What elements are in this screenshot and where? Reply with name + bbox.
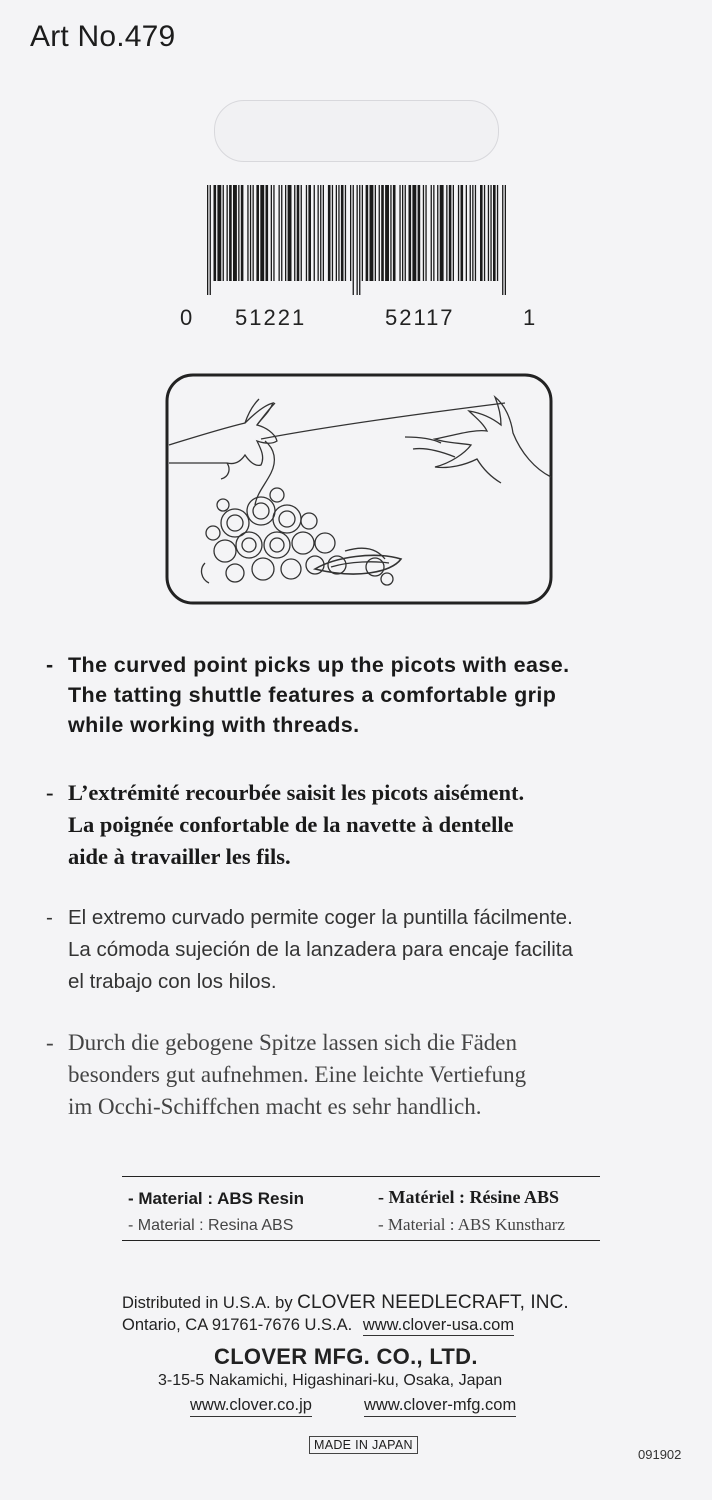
barcode-bar bbox=[353, 185, 354, 295]
barcode-bar bbox=[350, 185, 351, 281]
barcode-bar bbox=[385, 185, 389, 281]
barcode-bar bbox=[328, 185, 331, 281]
barcode-bar bbox=[338, 185, 339, 281]
made-in-badge: MADE IN JAPAN bbox=[309, 1436, 418, 1454]
barcode-bar bbox=[217, 185, 221, 281]
description-line: La cómoda sujeción de la lanzadera para encaje facilita bbox=[68, 938, 573, 961]
barcode-bar bbox=[449, 185, 452, 281]
barcode-bar bbox=[412, 185, 416, 281]
bullet-dash: - bbox=[46, 1030, 54, 1055]
hang-hole bbox=[214, 100, 499, 162]
barcode-bar bbox=[214, 185, 217, 281]
description-line: Durch die gebogene Spitze lassen sich die Fäden bbox=[68, 1030, 518, 1055]
barcode-bar bbox=[362, 185, 363, 281]
barcode-bar bbox=[480, 185, 483, 281]
description-line: besonders gut aufnehmen. Eine leichte Vertiefung bbox=[68, 1062, 527, 1087]
material-french: - Matériel : Résine ABS bbox=[378, 1187, 559, 1207]
barcode-bar bbox=[470, 185, 471, 281]
description-french bbox=[46, 777, 686, 873]
material-german: - Material : ABS Kunstharz bbox=[378, 1215, 565, 1234]
barcode-bar bbox=[247, 185, 248, 281]
barcode-bar bbox=[390, 185, 391, 281]
barcode-bar bbox=[423, 185, 424, 281]
barcode-bar bbox=[306, 185, 307, 281]
material-english: - Material : ABS Resin bbox=[128, 1189, 305, 1208]
barcode-bar bbox=[409, 185, 412, 281]
distributor-website-link[interactable]: www.clover-usa.com bbox=[362, 1316, 515, 1334]
barcode-bar bbox=[308, 185, 311, 281]
barcode-bar bbox=[402, 185, 403, 281]
barcode-bar bbox=[227, 185, 228, 281]
barcode-bar bbox=[446, 185, 447, 281]
barcode-bar bbox=[341, 185, 344, 281]
barcode-bar bbox=[484, 185, 485, 281]
barcode-bar bbox=[359, 185, 360, 295]
barcode-digit-left: 0 bbox=[180, 305, 193, 330]
description-english bbox=[46, 650, 686, 740]
barcode-bar bbox=[320, 185, 321, 281]
barcode-bar bbox=[279, 185, 280, 281]
barcode-bar bbox=[461, 185, 464, 281]
barcode-group-right: 52117 bbox=[385, 305, 455, 330]
description-german bbox=[46, 1027, 686, 1123]
divider-bottom bbox=[122, 1240, 600, 1241]
barcode-bar bbox=[381, 185, 384, 281]
barcode-bar bbox=[323, 185, 324, 281]
description-line: aide à travailler les fils. bbox=[68, 844, 291, 869]
distributor-address-line bbox=[122, 1316, 514, 1335]
barcode-bar bbox=[379, 185, 380, 281]
barcode-bar bbox=[466, 185, 467, 281]
barcode-bar bbox=[281, 185, 282, 281]
barcode-bar bbox=[399, 185, 400, 281]
barcode-bar bbox=[418, 185, 421, 281]
barcode-bar bbox=[375, 185, 376, 281]
barcode-bar bbox=[393, 185, 396, 281]
manufacturer-website-link-1[interactable]: www.clover.co.jp bbox=[190, 1396, 312, 1417]
distributor-name: CLOVER NEEDLECRAFT, INC. bbox=[297, 1292, 569, 1313]
barcode-bar bbox=[253, 185, 254, 281]
barcode-bar bbox=[288, 185, 292, 281]
barcode-bar bbox=[301, 185, 302, 281]
barcode-bar bbox=[241, 185, 244, 281]
barcode-bar bbox=[260, 185, 264, 281]
divider-top bbox=[122, 1176, 600, 1177]
description-line: The curved point picks up the picots with ease. bbox=[68, 653, 570, 677]
barcode-bar bbox=[505, 185, 506, 295]
distributor-prefix: Distributed in U.S.A. by bbox=[122, 1294, 293, 1312]
barcode-bar bbox=[425, 185, 426, 281]
description-line: while working with threads. bbox=[68, 713, 360, 737]
distributor-line bbox=[122, 1292, 569, 1314]
barcode-bar bbox=[490, 185, 491, 281]
description-line: el trabajo con los hilos. bbox=[68, 970, 277, 993]
barcode bbox=[205, 185, 508, 295]
description-line: im Occhi-Schiffchen macht es sehr handlich. bbox=[68, 1094, 482, 1119]
barcode-bar bbox=[336, 185, 337, 281]
barcode-bar bbox=[488, 185, 489, 281]
barcode-bar bbox=[345, 185, 346, 281]
barcode-bar bbox=[405, 185, 406, 281]
barcode-bar bbox=[271, 185, 272, 281]
lace-motif bbox=[202, 488, 393, 585]
description-line: La poignée confortable de la navette à dentelle bbox=[68, 812, 514, 837]
description-spanish bbox=[46, 902, 686, 998]
article-number: Art No.479 bbox=[30, 20, 176, 53]
distributor-address: Ontario, CA 91761-7676 U.S.A. bbox=[122, 1316, 353, 1334]
barcode-bar bbox=[238, 185, 239, 281]
barcode-bar bbox=[318, 185, 319, 281]
barcode-bar bbox=[266, 185, 269, 281]
barcode-bar bbox=[431, 185, 432, 281]
barcode-bar bbox=[233, 185, 237, 281]
barcode-digit-right: 1 bbox=[523, 305, 536, 330]
description-line: The tatting shuttle features a comfortable grip bbox=[68, 683, 557, 707]
barcode-bar bbox=[273, 185, 274, 281]
description-line: L’extrémité recourbée saisit les picots aisément. bbox=[68, 780, 525, 805]
barcode-bar bbox=[493, 185, 496, 281]
barcode-bar bbox=[332, 185, 333, 281]
manufacturer-name: CLOVER MFG. CO., LTD. bbox=[214, 1344, 478, 1369]
description-line: El extremo curvado permite coger la puntilla fácilmente. bbox=[68, 906, 573, 929]
barcode-bar bbox=[440, 185, 444, 281]
barcode-bar bbox=[250, 185, 251, 281]
barcode-bar bbox=[475, 185, 476, 281]
barcode-bar bbox=[453, 185, 454, 281]
barcode-bar bbox=[366, 185, 369, 281]
barcode-bar bbox=[223, 185, 224, 281]
barcode-bar bbox=[210, 185, 211, 295]
barcode-bar bbox=[256, 185, 259, 281]
barcode-bar bbox=[357, 185, 358, 295]
barcode-bar bbox=[314, 185, 315, 281]
bullet-dash: - bbox=[46, 780, 54, 805]
bullet-dash: - bbox=[46, 653, 54, 677]
tatting-illustration bbox=[165, 373, 553, 605]
material-spanish: - Material : Resina ABS bbox=[128, 1217, 294, 1234]
barcode-bar bbox=[207, 185, 208, 295]
thread-line bbox=[261, 403, 505, 439]
bullet-dash: - bbox=[46, 906, 53, 929]
barcode-bar bbox=[502, 185, 503, 295]
barcode-bar bbox=[229, 185, 232, 281]
barcode-bar bbox=[370, 185, 374, 281]
manufacturer-website-link-2[interactable]: www.clover-mfg.com bbox=[364, 1396, 516, 1417]
barcode-bar bbox=[437, 185, 438, 281]
barcode-group-left: 51221 bbox=[235, 305, 307, 330]
manufacturer-address: 3-15-5 Nakamichi, Higashinari-ku, Osaka, Japan bbox=[158, 1372, 503, 1389]
barcode-bar bbox=[297, 185, 300, 281]
barcode-bar bbox=[458, 185, 459, 281]
barcode-bar bbox=[472, 185, 473, 281]
product-code: 091902 bbox=[638, 1447, 682, 1462]
barcode-bar bbox=[433, 185, 434, 281]
barcode-bar bbox=[285, 185, 286, 281]
barcode-bar bbox=[294, 185, 295, 281]
barcode-bar bbox=[497, 185, 498, 281]
left-hand-drawing bbox=[169, 403, 277, 465]
